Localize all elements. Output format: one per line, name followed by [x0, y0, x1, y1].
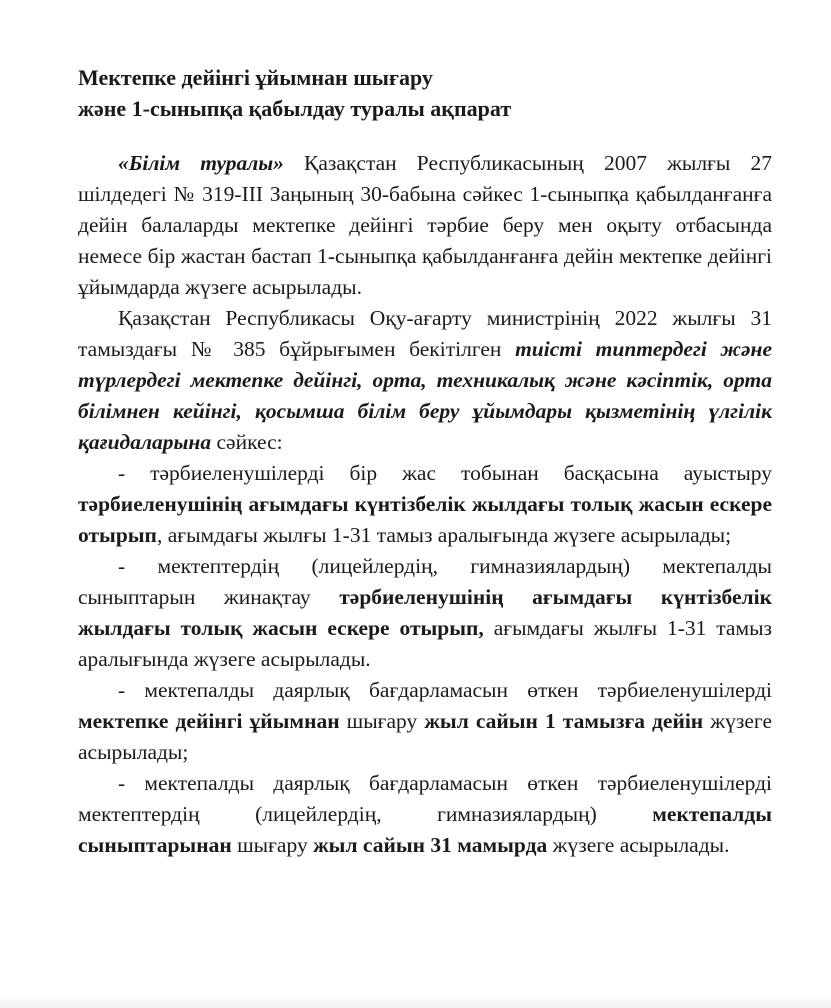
title-line-1: Мектепке дейінгі ұйымнан шығару — [78, 65, 433, 90]
paragraph-text: Қазақстан Республикасының 2007 жылғы 27 шілдедегі № 319-ІІІ Заңының 30-бабына сәйкес 1-сыныпқа қабылданғанға дейін балаларды мектепке дейінгі тәрбие беру мен оқыту отбасында немесе бір жастан бастап 1-сыныпқа қабылданғанға дейін мектепке дейінгі ұйымдарда жүзеге асырылады. — [78, 151, 773, 299]
list-item-preschool-classes — [78, 551, 772, 675]
item-bold-2: жыл сайын 31 мамырда — [313, 833, 548, 857]
item-lead: - тәрбиеленушілерді бір жас тобынан басқасына ауыстыру — [118, 461, 772, 485]
rules-name: тиісті типтердегі және түрлердегі мектепке дейінгі, орта, техникалық және кәсіптік, орта білімнен кейінгі, қосымша білім беру ұйымдары қызметінің үлгілік қағидаларына — [78, 337, 772, 454]
paragraph-text-after: сәйкес: — [211, 430, 283, 454]
item-tail: жүзеге асырылады; — [78, 709, 772, 764]
item-lead: - мектептердің (лицейлердің, гимназиялардың) мектепалды сыныптарын жинақтау — [78, 554, 772, 609]
item-lead: - мектепалды даярлық бағдарламасын өткен тәрбиеленушілерді мектептердің (лицейлердің, гимназиялардың) — [78, 771, 772, 826]
item-lead: - мектепалды даярлық бағдарламасын өткен тәрбиеленушілерді — [118, 678, 772, 702]
item-mid: шығару — [339, 709, 425, 733]
list-item-release-preschool-org — [78, 675, 772, 768]
item-bold: тәрбиеленушінің ағымдағы күнтізбелік жылдағы толық жасын ескере отырып, — [78, 585, 772, 640]
law-name: «Білім туралы» — [118, 151, 284, 175]
item-bold-1: мектепке дейінгі ұйымнан — [78, 709, 340, 733]
paragraph-order-reference — [78, 303, 772, 458]
list-item-transfer — [78, 458, 772, 551]
paragraph-law-reference — [78, 148, 772, 303]
item-bold-2: жыл сайын 1 тамызға дейін — [424, 709, 704, 733]
item-tail: , ағымдағы жылғы 1-31 тамыз аралығында жүзеге асырылады; — [156, 523, 732, 547]
item-tail: жүзеге асырылады. — [547, 833, 730, 857]
page-bottom-edge — [0, 994, 831, 1008]
document-body — [78, 148, 772, 861]
item-bold-1: мектепалды сыныптарынан — [78, 802, 772, 857]
list-item-release-school-classes — [78, 768, 772, 861]
item-mid: шығару — [231, 833, 314, 857]
title-line-2: және 1-сыныпқа қабылдау туралы ақпарат — [78, 96, 512, 121]
document-title — [78, 62, 778, 124]
paragraph-text-before: Қазақстан Республикасы Оқу-ағарту министрінің 2022 жылғы 31 тамыздағы № 385 бұйрығымен бекітілген — [78, 306, 772, 361]
item-tail: ағымдағы жылғы 1-31 тамыз аралығында жүзеге асырылады. — [78, 616, 773, 671]
item-bold: тәрбиеленушінің ағымдағы күнтізбелік жылдағы толық жасын ескере отырып — [78, 492, 772, 547]
